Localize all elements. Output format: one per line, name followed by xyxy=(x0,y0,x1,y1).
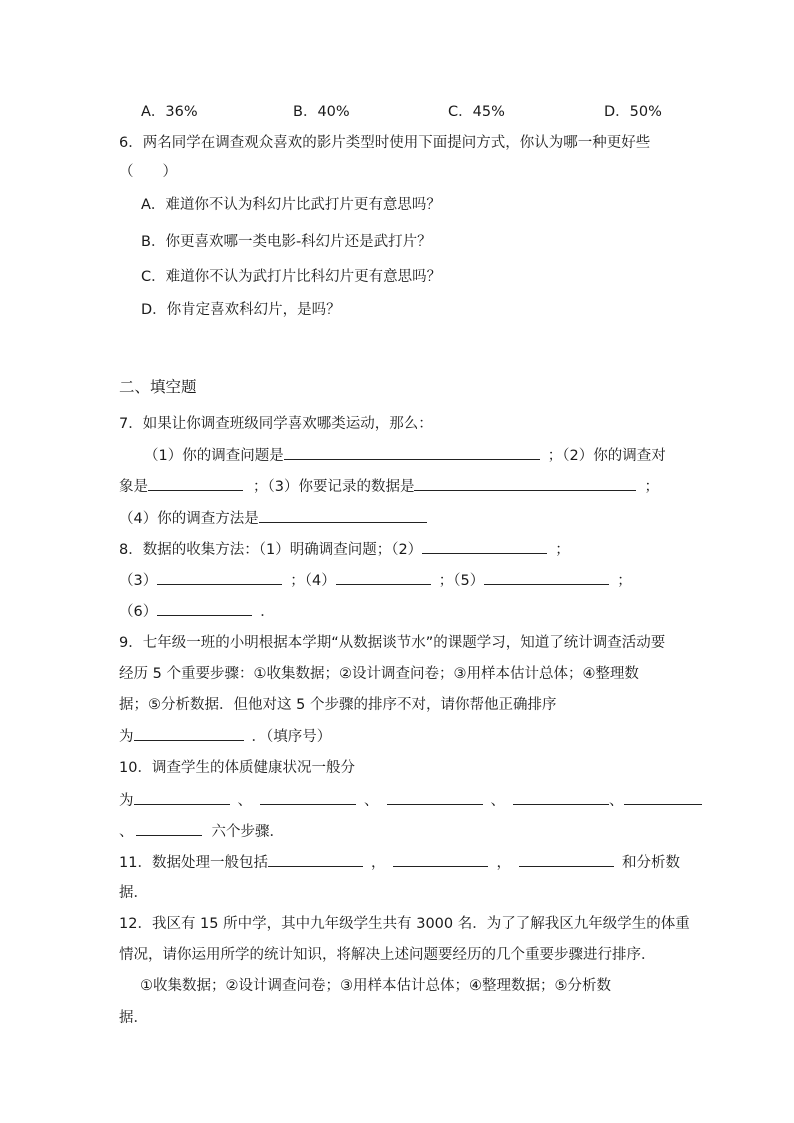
q7-line3 xyxy=(119,508,427,529)
q7-part2-label-cont: 象是 xyxy=(119,479,148,495)
q9-line2: 经历 5 个重要步骤：①收集数据；②设计调查问卷；③用样本估计总体；④整理数 xyxy=(119,666,639,682)
q11-comma-1: ， xyxy=(370,855,386,871)
q11-line2: 据． xyxy=(119,885,148,901)
q9-line1: 9．七年级一班的小明根据本学期“从数据谈节水”的课题学习，知道了统计调查活动要 xyxy=(119,635,666,651)
q10-line2 xyxy=(119,790,702,811)
q7-part1-label: （1）你的调查问题是 xyxy=(144,448,284,464)
q8-blank-5[interactable] xyxy=(484,570,609,585)
q11-tail: 和分析数 xyxy=(621,855,680,871)
q11-head: 11．数据处理一般包括 xyxy=(119,855,268,871)
q8-label-3: （3） xyxy=(119,573,158,589)
q7-stem: 7．如果让你调查班级同学喜欢哪类运动，那么： xyxy=(119,416,433,432)
q8-line2 xyxy=(119,570,632,591)
q5-option-d: D．50% xyxy=(604,104,662,120)
q6-option-b: B．你更喜欢哪一类电影-科幻片还是武打片？ xyxy=(141,234,432,250)
q11-blank-2[interactable] xyxy=(393,852,488,867)
q8-blank-6[interactable] xyxy=(157,601,252,616)
q5-option-c: C．45% xyxy=(448,104,505,120)
q12-line2: 情况，请你运用所学的统计知识，将解决上述问题要经历的几个重要步骤进行排序． xyxy=(119,947,656,963)
q11-blank-1[interactable] xyxy=(268,852,363,867)
q10-sep-2: 、 xyxy=(364,793,379,809)
q8-period: ． xyxy=(260,604,275,620)
q12-line1: 12．我区有 15 所中学，其中九年级学生共有 3000 名．为了了解我区九年级学生的体重 xyxy=(119,916,690,932)
q7-line1 xyxy=(144,445,666,466)
q11-comma-2: ， xyxy=(496,855,511,871)
q9-line3: 据；⑤分析数据．但他对这 5 个步骤的排序不对，请你帮他正确排序 xyxy=(119,697,557,713)
q6-option-a: A．难道你不认为科幻片比武打片更有意思吗？ xyxy=(141,197,441,213)
q10-blank-1[interactable] xyxy=(134,790,230,805)
q11-blank-3[interactable] xyxy=(519,852,614,867)
q10-line1: 10．调查学生的体质健康状况一般分 xyxy=(119,760,355,776)
q7-blank-method[interactable] xyxy=(259,508,427,523)
q8-blank-2[interactable] xyxy=(422,539,547,554)
q10-sep-1: 、 xyxy=(237,793,252,809)
q7-blank-object[interactable] xyxy=(148,476,243,491)
q6-paren: （ ） xyxy=(119,164,177,180)
q11-line1 xyxy=(119,852,680,873)
q10-tail: 六个步骤． xyxy=(211,824,284,840)
q6-option-d: D．你肯定喜欢科幻片，是吗？ xyxy=(141,302,341,318)
q9-line4-head: 为 xyxy=(119,729,134,745)
q7-line2 xyxy=(119,476,659,497)
q6-option-c: C．难道你不认为武打片比科幻片更有意思吗？ xyxy=(141,269,442,285)
q7-semicolon: ； xyxy=(644,479,659,495)
q8-line3 xyxy=(119,601,275,622)
q10-sep-3: 、 xyxy=(490,793,505,809)
q8-label-5: ；（5） xyxy=(438,573,485,589)
q8-semicolon-2: ； xyxy=(617,573,632,589)
q7-blank-data[interactable] xyxy=(414,476,636,491)
q10-line2-head: 为 xyxy=(119,793,134,809)
q9-blank-order[interactable] xyxy=(134,726,244,741)
q6-stem: 6．两名同学在调查观众喜欢的影片类型时使用下面提问方式，你认为哪一种更好些 xyxy=(119,135,651,151)
q7-part4-label: （4）你的调查方法是 xyxy=(119,511,259,527)
q8-label-6: （6） xyxy=(119,604,158,620)
q9-line4 xyxy=(119,726,331,747)
q10-blank-4[interactable] xyxy=(513,790,609,805)
q10-blank-3[interactable] xyxy=(387,790,483,805)
section-title-fill-blank: 二、填空题 xyxy=(119,378,197,396)
q7-part3-label: ；（3）你要记录的数据是 xyxy=(253,479,415,495)
q8-stem: 8．数据的收集方法：（1）明确调查问题；（2） xyxy=(119,542,423,558)
q7-blank-question[interactable] xyxy=(284,445,540,460)
q10-blank-6[interactable] xyxy=(136,821,202,836)
q10-blank-5[interactable] xyxy=(624,790,702,805)
q5-option-a: A．36% xyxy=(141,104,198,120)
q10-sep-4: 、 xyxy=(609,793,624,809)
q10-blank-2[interactable] xyxy=(260,790,356,805)
q10-sep-5: 、 xyxy=(119,824,134,840)
q8-blank-4[interactable] xyxy=(336,570,431,585)
q8-label-4: ；（4） xyxy=(290,573,336,589)
q8-blank-3[interactable] xyxy=(157,570,282,585)
q5-option-b: B．40% xyxy=(293,104,350,120)
q8-line1 xyxy=(119,539,570,560)
q8-semicolon: ； xyxy=(555,542,570,558)
q12-line4: 据． xyxy=(119,1010,148,1026)
q10-line3 xyxy=(119,821,284,842)
q9-line4-tail: ．（填序号） xyxy=(251,729,332,745)
q7-part2-label: ；（2）你的调查对 xyxy=(547,448,666,464)
q12-line3: ①收集数据；②设计调查问卷；③用样本估计总体；④整理数据；⑤分析数 xyxy=(140,978,611,994)
